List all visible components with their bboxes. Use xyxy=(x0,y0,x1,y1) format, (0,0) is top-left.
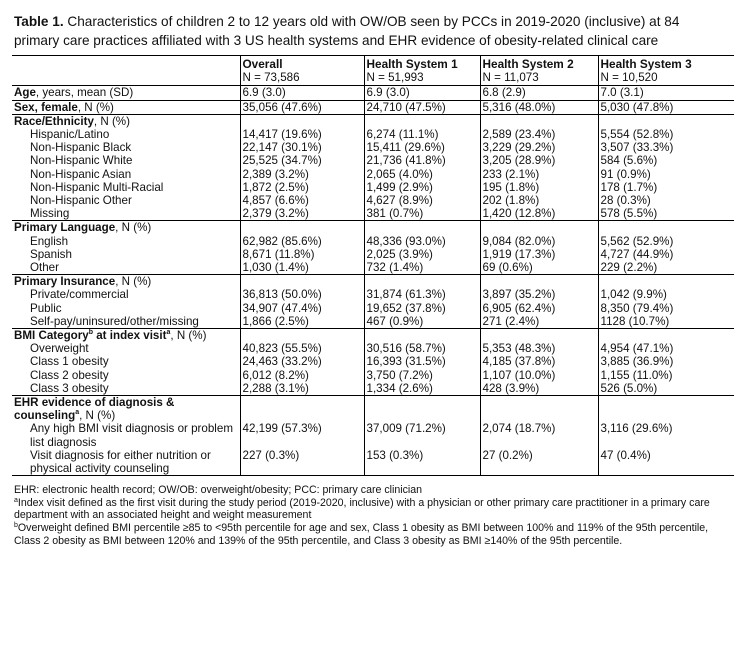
table-cell: 233 (2.1%) xyxy=(480,168,598,181)
col-n-hs1: N = 51,993 xyxy=(364,71,480,86)
empty-cell xyxy=(364,329,480,343)
table-row xyxy=(12,449,734,476)
table-cell: 5,030 (47.8%) xyxy=(598,100,734,114)
table-cell: 4,727 (44.9%) xyxy=(598,248,734,261)
table-cell: 5,562 (52.9%) xyxy=(598,235,734,248)
col-n-overall: N = 73,586 xyxy=(240,71,364,86)
table-cell: 3,885 (36.9%) xyxy=(598,355,734,368)
table-cell: 3,229 (29.2%) xyxy=(480,141,598,154)
footnote-b xyxy=(14,522,730,547)
table-cell: 6,012 (8.2%) xyxy=(240,369,364,382)
row-label: Other xyxy=(12,261,240,275)
section-label-bold: BMI Category xyxy=(14,329,89,343)
table-cell: 36,813 (50.0%) xyxy=(240,288,364,301)
table-row xyxy=(12,382,734,396)
table-cell: 3,750 (7.2%) xyxy=(364,369,480,382)
table-cell: 24,710 (47.5%) xyxy=(364,100,480,114)
table-cell: 1,499 (2.9%) xyxy=(364,181,480,194)
row-label: Public xyxy=(30,301,62,315)
section-label xyxy=(12,114,240,128)
empty-cell xyxy=(240,221,364,235)
table-cell: 381 (0.7%) xyxy=(364,207,480,221)
footnote-abbreviations: EHR: electronic health record; OW/OB: overweight/obesity; PCC: primary care clinician xyxy=(14,484,423,497)
table-cell: 3,897 (35.2%) xyxy=(480,288,598,301)
table-cell: 229 (2.2%) xyxy=(598,261,734,275)
table-cell: 19,652 (37.8%) xyxy=(364,302,480,315)
col-header-hs1: Health System 1 xyxy=(364,56,480,72)
empty-cell xyxy=(480,221,598,235)
footnote-mark: a xyxy=(14,496,18,504)
row-label: Self-pay/uninsured/other/missing xyxy=(12,315,240,329)
table-cell: 6.8 (2.9) xyxy=(480,86,598,100)
section-insurance-header xyxy=(12,275,734,289)
row-label: Non-Hispanic Black xyxy=(30,141,132,155)
table-cell: 2,074 (18.7%) xyxy=(480,422,598,448)
table-cell: 202 (1.8%) xyxy=(480,194,598,207)
row-label: Non-Hispanic White xyxy=(30,154,133,168)
col-header-overall: Overall xyxy=(240,56,364,72)
table-cell: 1,420 (12.8%) xyxy=(480,207,598,221)
table-row xyxy=(12,261,734,275)
section-label-unit: , N (%) xyxy=(79,409,116,423)
table-cell: 5,316 (48.0%) xyxy=(480,100,598,114)
table-cell: 22,147 (30.1%) xyxy=(240,141,364,154)
table-cell: 9,084 (82.0%) xyxy=(480,235,598,248)
table-cell: 2,025 (3.9%) xyxy=(364,248,480,261)
table-cell: 1,030 (1.4%) xyxy=(240,261,364,275)
section-label xyxy=(12,329,240,343)
row-sex xyxy=(12,100,734,114)
section-label-bold: Race/Ethnicity xyxy=(14,114,94,128)
table-row xyxy=(12,194,734,207)
footnote-b-text: Overweight defined BMI percentile ≥85 to <95th percentile for age and sex, Class 1 obesity as BMI between 100% and 119% of the 95th percentile, Class 2 obesity as BMI between 120% and 139% of the 95th percentile, and Class 3 obesity as BMI ≥140% of the 95th percentile. xyxy=(14,522,709,547)
section-label-bold: EHR evidence of diagnosis & counseling xyxy=(14,396,175,423)
empty-cell xyxy=(598,275,734,289)
table-cell: 1,334 (2.6%) xyxy=(364,382,480,396)
table-number: Table 1. xyxy=(14,14,64,29)
row-label: Overweight xyxy=(30,342,89,356)
table-cell: 1,107 (10.0%) xyxy=(480,369,598,382)
empty-cell xyxy=(480,114,598,128)
row-label-bold: Sex, female xyxy=(14,100,78,114)
table-cell: 4,627 (8.9%) xyxy=(364,194,480,207)
section-label xyxy=(12,275,240,289)
table-cell: 4,954 (47.1%) xyxy=(598,342,734,355)
table-row xyxy=(12,315,734,329)
row-label: Non-Hispanic Other xyxy=(30,194,132,208)
table-row xyxy=(12,355,734,368)
empty-cell xyxy=(240,275,364,289)
table-cell: 42,199 (57.3%) xyxy=(240,422,364,448)
row-label-unit: , years, mean (SD) xyxy=(35,86,134,100)
footnote-mark: b xyxy=(88,329,94,337)
section-label-bold: Primary Insurance xyxy=(14,275,116,289)
footnote-mark: a xyxy=(166,329,171,337)
row-label-unit: , N (%) xyxy=(77,100,114,114)
section-label-unit: , N (%) xyxy=(115,221,152,235)
table-cell: 5,554 (52.8%) xyxy=(598,128,734,141)
row-age xyxy=(12,86,734,100)
table-row xyxy=(12,235,734,248)
table-cell: 178 (1.7%) xyxy=(598,181,734,194)
table-cell: 1,866 (2.5%) xyxy=(240,315,364,329)
empty-cell xyxy=(240,329,364,343)
row-label: Visit diagnosis for either nutrition or physical activity counseling xyxy=(12,449,240,476)
table-cell: 5,353 (48.3%) xyxy=(480,342,598,355)
table-cell: 91 (0.9%) xyxy=(598,168,734,181)
table-cell: 2,379 (3.2%) xyxy=(240,207,364,221)
col-header-hs3: Health System 3 xyxy=(598,56,734,72)
row-label: English xyxy=(30,234,69,248)
empty-cell xyxy=(364,396,480,423)
table-cell: 27 (0.2%) xyxy=(480,449,598,476)
row-label-bold: Age xyxy=(14,86,36,100)
footnote-mark: a xyxy=(75,409,80,417)
col-n-hs3: N = 10,520 xyxy=(598,71,734,86)
table-cell: 428 (3.9%) xyxy=(480,382,598,396)
table-row xyxy=(12,302,734,315)
table-cell: 7.0 (3.1) xyxy=(598,86,734,100)
table-cell: 526 (5.0%) xyxy=(598,382,734,396)
table-row xyxy=(12,168,734,181)
table-cell: 14,417 (19.6%) xyxy=(240,128,364,141)
section-label-bold: at index visit xyxy=(93,329,167,343)
row-label: Private/commercial xyxy=(30,288,129,302)
section-bmi-header xyxy=(12,329,734,343)
table-cell: 4,185 (37.8%) xyxy=(480,355,598,368)
table-cell: 28 (0.3%) xyxy=(598,194,734,207)
section-label xyxy=(12,396,240,423)
header-blank xyxy=(12,71,240,86)
table-cell: 24,463 (33.2%) xyxy=(240,355,364,368)
table-cell: 2,389 (3.2%) xyxy=(240,168,364,181)
characteristics-table xyxy=(12,55,734,476)
table-cell: 40,823 (55.5%) xyxy=(240,342,364,355)
table-cell: 732 (1.4%) xyxy=(364,261,480,275)
footnote-a-text: Index visit defined as the first visit during the study period (2019-2020, inclusive) with a physician or other primary care practitioner in a primary care department with an associated height and weight measurement xyxy=(14,496,710,522)
section-label-unit: , N (%) xyxy=(170,329,207,343)
table-caption: Characteristics of children 2 to 12 years old with OW/OB seen by PCCs in 2019-2020 (inclusive) at 84 primary care practices affiliated with 3 US health systems and EHR evidence of obesity-related clinical care xyxy=(14,14,680,48)
empty-cell xyxy=(240,396,364,423)
table-row xyxy=(12,342,734,355)
table-cell: 48,336 (93.0%) xyxy=(364,235,480,248)
table-cell: 1,042 (9.9%) xyxy=(598,288,734,301)
table-cell: 3,116 (29.6%) xyxy=(598,422,734,448)
table-cell: 1,872 (2.5%) xyxy=(240,181,364,194)
table-row xyxy=(12,128,734,141)
section-label xyxy=(12,221,240,235)
empty-cell xyxy=(598,221,734,235)
table-cell: 16,393 (31.5%) xyxy=(364,355,480,368)
empty-cell xyxy=(480,275,598,289)
section-ehr-header xyxy=(12,396,734,423)
table-row xyxy=(12,207,734,221)
table-cell: 3,205 (28.9%) xyxy=(480,154,598,167)
table-cell: 584 (5.6%) xyxy=(598,154,734,167)
row-label: Class 1 obesity xyxy=(30,355,109,369)
footnotes xyxy=(14,484,730,547)
empty-cell xyxy=(240,114,364,128)
row-label: Class 2 obesity xyxy=(30,368,109,382)
table-title xyxy=(14,12,728,50)
table-row xyxy=(12,288,734,301)
empty-cell xyxy=(480,329,598,343)
table-cell: 271 (2.4%) xyxy=(480,315,598,329)
table-cell: 2,288 (3.1%) xyxy=(240,382,364,396)
table-row xyxy=(12,141,734,154)
table-cell: 62,982 (85.6%) xyxy=(240,235,364,248)
section-label-unit: , N (%) xyxy=(115,275,152,289)
table-cell: 1,919 (17.3%) xyxy=(480,248,598,261)
empty-cell xyxy=(598,114,734,128)
empty-cell xyxy=(480,396,598,423)
empty-cell xyxy=(598,329,734,343)
footnote-mark: b xyxy=(14,522,18,530)
table-cell: 37,009 (71.2%) xyxy=(364,422,480,448)
table-cell: 35,056 (47.6%) xyxy=(240,100,364,114)
section-race-header xyxy=(12,114,734,128)
table-cell: 1128 (10.7%) xyxy=(598,315,734,329)
empty-cell xyxy=(364,275,480,289)
table-cell: 467 (0.9%) xyxy=(364,315,480,329)
footnote-a xyxy=(14,497,730,522)
row-label: Non-Hispanic Asian xyxy=(30,167,132,181)
table-cell: 6,905 (62.4%) xyxy=(480,302,598,315)
table-cell: 4,857 (6.6%) xyxy=(240,194,364,207)
table-cell: 6.9 (3.0) xyxy=(240,86,364,100)
header-blank xyxy=(12,56,240,72)
document xyxy=(12,12,728,547)
table-cell: 2,589 (23.4%) xyxy=(480,128,598,141)
table-row xyxy=(12,181,734,194)
table-cell: 1,155 (11.0%) xyxy=(598,369,734,382)
table-row xyxy=(12,248,734,261)
row-label xyxy=(12,86,240,100)
section-language-header xyxy=(12,221,734,235)
table-cell: 6.9 (3.0) xyxy=(364,86,480,100)
table-cell: 8,671 (11.8%) xyxy=(240,248,364,261)
table-cell: 47 (0.4%) xyxy=(598,449,734,476)
table-cell: 30,516 (58.7%) xyxy=(364,342,480,355)
table-cell: 578 (5.5%) xyxy=(598,207,734,221)
row-label: Spanish xyxy=(30,247,72,261)
table-cell: 8,350 (79.4%) xyxy=(598,302,734,315)
table-cell: 2,065 (4.0%) xyxy=(364,168,480,181)
table-row xyxy=(12,422,734,448)
table-cell: 69 (0.6%) xyxy=(480,261,598,275)
table-cell: 34,907 (47.4%) xyxy=(240,302,364,315)
table-cell: 153 (0.3%) xyxy=(364,449,480,476)
empty-cell xyxy=(364,221,480,235)
row-label: Non-Hispanic Multi-Racial xyxy=(30,180,164,194)
empty-cell xyxy=(364,114,480,128)
section-label-bold: Primary Language xyxy=(14,221,116,235)
table-row xyxy=(12,369,734,382)
row-label xyxy=(12,100,240,114)
col-n-hs2: N = 11,073 xyxy=(480,71,598,86)
table-row xyxy=(12,154,734,167)
table-cell: 31,874 (61.3%) xyxy=(364,288,480,301)
row-label: Missing xyxy=(12,207,240,221)
table-cell: 25,525 (34.7%) xyxy=(240,154,364,167)
table-cell: 227 (0.3%) xyxy=(240,449,364,476)
table-cell: 195 (1.8%) xyxy=(480,181,598,194)
empty-cell xyxy=(598,396,734,423)
row-label: Any high BMI visit diagnosis or problem list diagnosis xyxy=(30,422,233,449)
table-cell: 3,507 (33.3%) xyxy=(598,141,734,154)
table-cell: 6,274 (11.1%) xyxy=(364,128,480,141)
col-header-hs2: Health System 2 xyxy=(480,56,598,72)
row-label: Hispanic/Latino xyxy=(30,128,110,142)
section-label-unit: , N (%) xyxy=(93,114,130,128)
table-cell: 15,411 (29.6%) xyxy=(364,141,480,154)
table-cell: 21,736 (41.8%) xyxy=(364,154,480,167)
row-label: Class 3 obesity xyxy=(12,382,240,396)
